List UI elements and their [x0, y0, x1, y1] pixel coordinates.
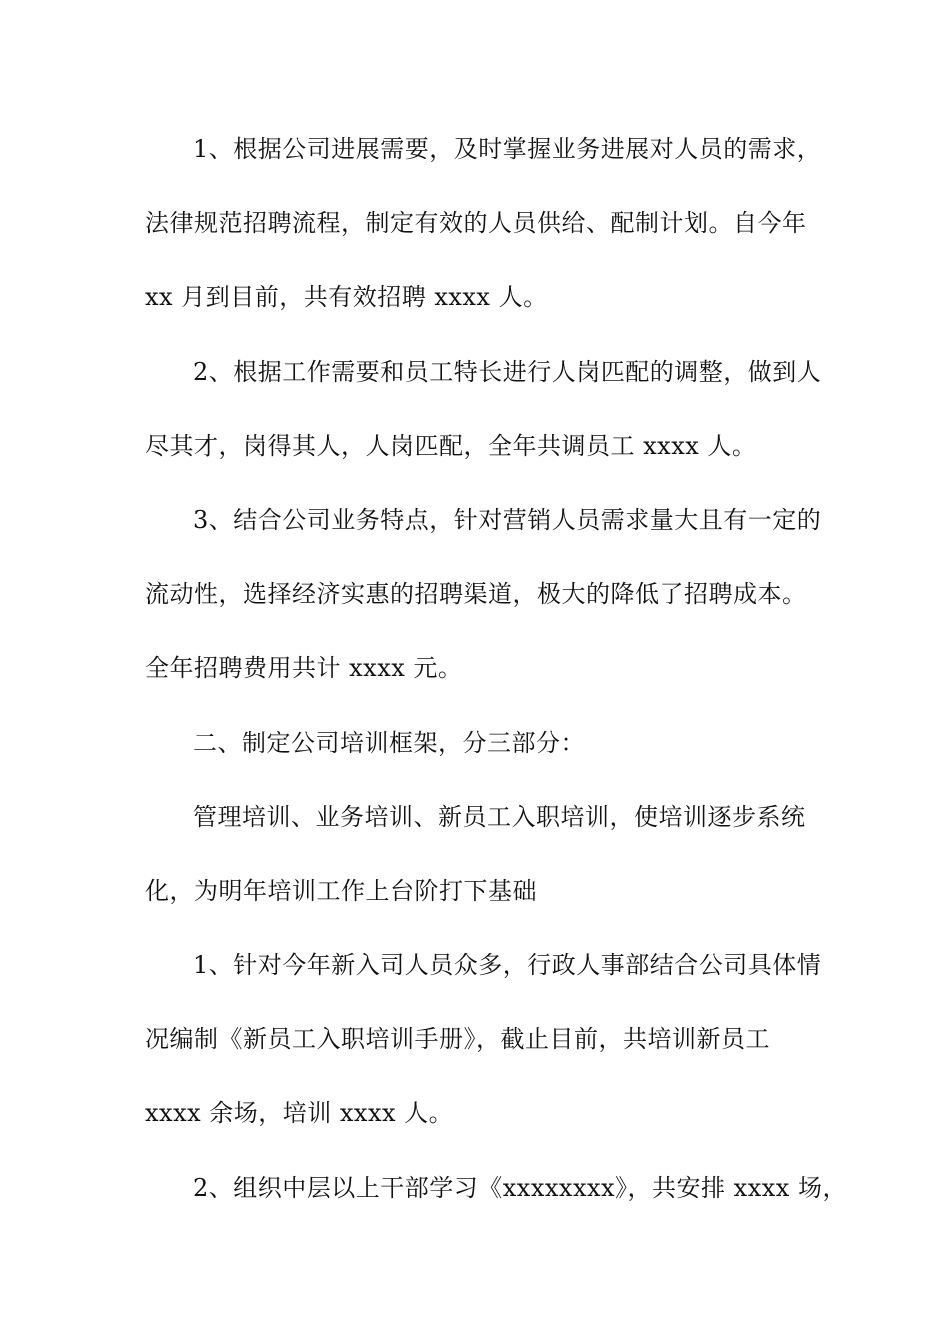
text-line: 1、针对今年新入司人员众多，行政人事部结合公司具体情: [193, 951, 822, 980]
text-line: 2、根据工作需要和员工特长进行人岗匹配的调整，做到人: [193, 357, 822, 386]
text-line: 2、组织中层以上干部学习《xxxxxxxx》，共安排 xxxx 场，: [193, 1173, 847, 1202]
text-line: xx 月到目前，共有效招聘 xxxx 人。: [145, 283, 548, 312]
text-line: xxxx 余场，培训 xxxx 人。: [145, 1099, 454, 1128]
text-line: 法律规范招聘流程，制定有效的人员供给、配制计划。自今年: [145, 209, 807, 238]
text-line: 1、根据公司进展需要，及时掌握业务进展对人员的需求，: [193, 135, 822, 163]
section-heading: 二、制定公司培训框架，分三部分：: [193, 728, 585, 757]
text-line: 化，为明年培训工作上台阶打下基础: [145, 876, 537, 905]
text-line: 3、结合公司业务特点，针对营销人员需求量大且有一定的: [193, 505, 822, 534]
text-line: 况编制《新员工入职培训手册》，截止目前，共培训新员工: [145, 1025, 770, 1054]
text-line: 流动性，选择经济实惠的招聘渠道，极大的降低了招聘成本。: [145, 580, 807, 609]
text-line: 全年招聘费用共计 xxxx 元。: [145, 654, 463, 683]
text-line: 尽其才，岗得其人，人岗匹配，全年共调员工 xxxx 人。: [145, 431, 757, 460]
document-body: [145, 129, 847, 1242]
text-line: 管理培训、业务培训、新员工入职培训，使培训逐步系统: [193, 802, 806, 831]
